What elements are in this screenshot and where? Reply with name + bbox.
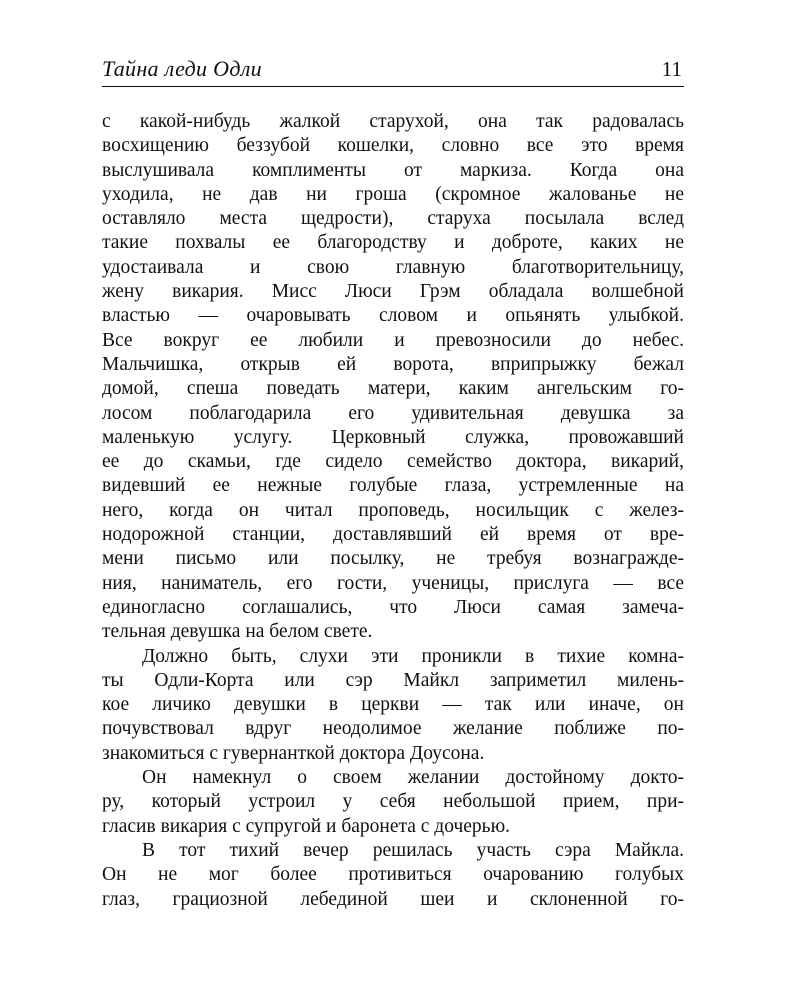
text-line: знакомиться с гувернанткой доктора Доусона. xyxy=(102,742,485,764)
text-line: Он не мог более противиться очарованию голубых xyxy=(102,864,684,886)
text-line: оставляло места щедрости), старуха посылала вслед xyxy=(102,208,684,230)
text-line: маленькую услугу. Церковный служка, провожавший xyxy=(102,426,684,448)
text-line: единогласно соглашались, что Люси самая замеча- xyxy=(102,596,684,618)
text-line: В тот тихий вечер решилась участь сэра Майкла. xyxy=(142,839,684,861)
running-title: Тайна леди Одли xyxy=(102,56,262,81)
text-line: ру, который устроил у себя небольшой прием, при- xyxy=(102,791,684,813)
text-line: тельная девушка на белом свете. xyxy=(102,621,373,643)
text-line: восхищению беззубой кошелки, словно все это время xyxy=(102,135,684,157)
text-line: Должно быть, слухи эти проникли в тихие комна- xyxy=(142,645,684,667)
text-line: ее до скамьи, где сидело семейство доктора, викарий, xyxy=(102,451,684,473)
text-line: уходила, не дав ни гроша (скромное жалованье не xyxy=(102,183,684,205)
text-line: Все вокруг ее любили и превозносили до небес. xyxy=(102,329,684,351)
text-line: лосом поблагодарила его удивительная девушка за xyxy=(102,402,684,424)
text-line: гласив викария с супругой и баронета с дочерью. xyxy=(102,815,511,837)
text-line: жену викария. Мисс Люси Грэм обладала волшебной xyxy=(102,281,684,303)
text-line: нодорожной станции, доставлявший ей время от вре- xyxy=(102,524,684,546)
text-line: глаз, грациозной лебединой шеи и склоненной го- xyxy=(102,888,684,910)
text-line: мени письмо или посылку, не требуя вознагражде- xyxy=(102,548,684,570)
page-number: 11 xyxy=(661,57,682,81)
text-line: него, когда он читал проповедь, носильщик с желез- xyxy=(102,499,684,521)
text-line: такие похвалы ее благородству и доброте, каких не xyxy=(102,232,684,254)
text-line: видевший ее нежные голубые глаза, устремленные на xyxy=(102,475,684,497)
text-line: властью — очаровывать словом и опьянять улыбкой. xyxy=(102,305,684,327)
text-line: с какой-нибудь жалкой старухой, она так радовалась xyxy=(102,111,684,132)
text-line: Мальчишка, открыв ей ворота, вприпрыжку бежал xyxy=(102,353,684,375)
text-line: ния, наниматель, его гости, ученицы, прислуга — все xyxy=(102,572,684,594)
text-line: выслушивала комплименты от маркиза. Когда она xyxy=(102,159,684,181)
text-line: Он намекнул о своем желании достойному докто- xyxy=(142,767,684,789)
text-line: почувствовал вдруг неодолимое желание поближе по- xyxy=(102,718,684,740)
text-line: домой, спеша поведать матери, каким ангельским го- xyxy=(102,378,684,400)
body-text xyxy=(102,110,684,912)
text-line: удостаивала и свою главную благотворительницу, xyxy=(102,256,684,278)
text-line: кое личико девушки в церкви — так или иначе, он xyxy=(102,694,684,716)
text-line: ты Одли-Корта или сэр Майкл заприметил милень- xyxy=(102,669,684,691)
page-header xyxy=(102,56,684,87)
